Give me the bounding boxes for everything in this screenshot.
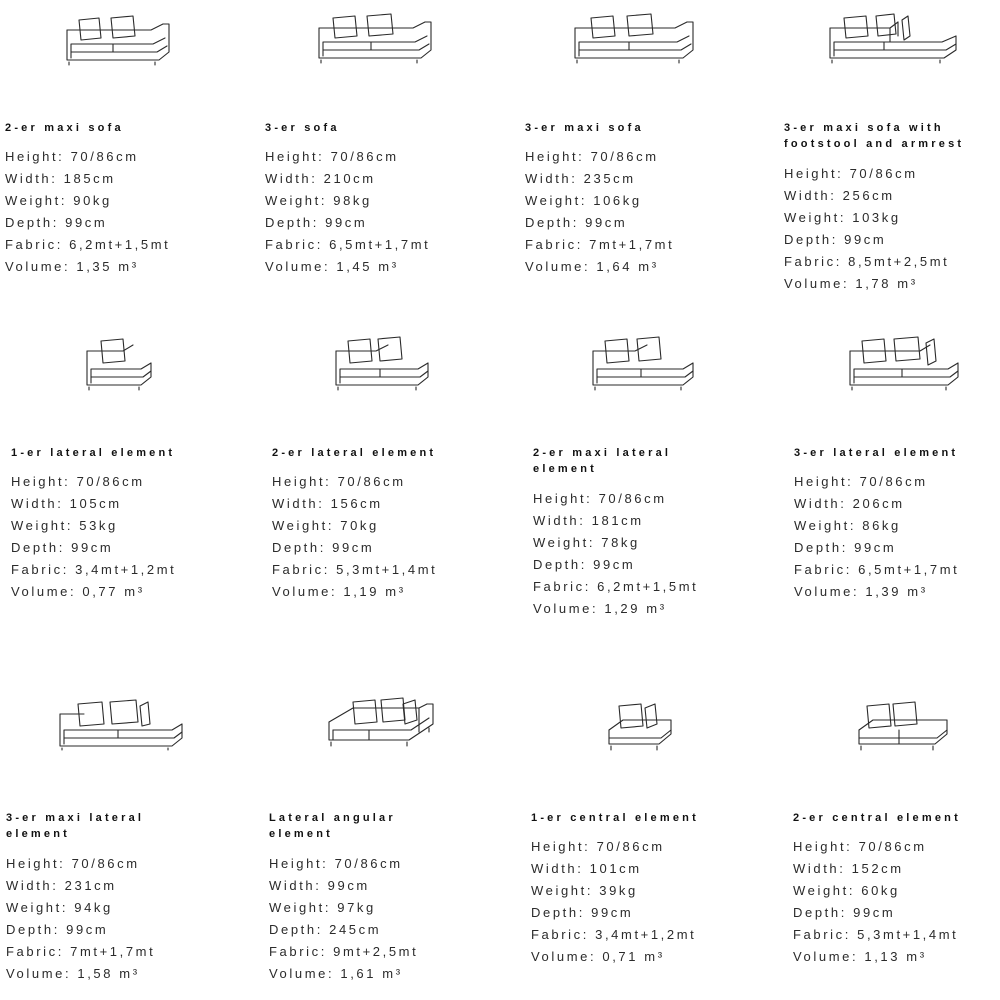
spec-list (11, 471, 176, 603)
spec-depth: Depth: 99cm (793, 905, 896, 920)
spec-fabric: Fabric: 6,2mt+1,5mt (5, 237, 171, 252)
spec-volume: Volume: 1,19 m³ (272, 584, 406, 599)
spec-volume: Volume: 1,78 m³ (784, 276, 918, 291)
spec-fabric: Fabric: 6,2mt+1,5mt (533, 579, 699, 594)
spec-list (6, 853, 155, 985)
spec-weight: Weight: 78kg (533, 535, 640, 550)
product-card (269, 690, 509, 990)
spec-list (531, 836, 696, 968)
spec-depth: Depth: 99cm (5, 215, 108, 230)
spec-list (525, 146, 674, 278)
spec-depth: Depth: 99cm (784, 232, 887, 247)
spec-weight: Weight: 70kg (272, 518, 379, 533)
spec-depth: Depth: 245cm (269, 922, 382, 937)
three-seat-maxi-sofa-icon (571, 8, 697, 66)
spec-weight: Weight: 98kg (265, 193, 372, 208)
product-card (784, 0, 999, 300)
spec-weight: Weight: 86kg (794, 518, 901, 533)
product-name: 2-er central element (793, 812, 961, 824)
product-name: 2-er maxi sofa (5, 122, 124, 134)
spec-depth: Depth: 99cm (531, 905, 634, 920)
spec-depth: Depth: 99cm (272, 540, 375, 555)
product-card (5, 0, 245, 300)
product-name: 1-er lateral element (11, 447, 176, 459)
spec-fabric: Fabric: 3,4mt+1,2mt (11, 562, 177, 577)
product-name: 3-er lateral element (794, 447, 959, 459)
spec-volume: Volume: 1,64 m³ (525, 259, 659, 274)
product-name: 3-er maxi sofa with footstool and armrest (784, 122, 965, 150)
three-seat-lateral-element-icon (846, 331, 964, 391)
spec-depth: Depth: 99cm (794, 540, 897, 555)
spec-width: Width: 206cm (794, 496, 905, 511)
spec-height: Height: 70/86cm (793, 839, 927, 854)
spec-height: Height: 70/86cm (269, 856, 403, 871)
spec-height: Height: 70/86cm (525, 149, 659, 164)
spec-fabric: Fabric: 5,3mt+1,4mt (272, 562, 438, 577)
spec-width: Width: 156cm (272, 496, 383, 511)
one-seat-central-element-icon (605, 696, 677, 754)
spec-volume: Volume: 0,77 m³ (11, 584, 145, 599)
spec-weight: Weight: 106kg (525, 193, 642, 208)
spec-depth: Depth: 99cm (525, 215, 628, 230)
spec-height: Height: 70/86cm (794, 474, 928, 489)
maxi-sofa-footstool-icon (826, 8, 962, 66)
two-seat-maxi-sofa-icon (63, 10, 173, 68)
product-card (794, 325, 999, 625)
spec-fabric: Fabric: 6,5mt+1,7mt (794, 562, 960, 577)
spec-list (5, 146, 170, 278)
three-seat-sofa-icon (315, 8, 435, 66)
spec-list (272, 471, 437, 603)
spec-height: Height: 70/86cm (11, 474, 145, 489)
spec-height: Height: 70/86cm (784, 166, 918, 181)
product-card (793, 690, 999, 990)
spec-weight: Weight: 53kg (11, 518, 118, 533)
spec-list (265, 146, 430, 278)
spec-list (784, 163, 949, 295)
spec-weight: Weight: 60kg (793, 883, 900, 898)
spec-height: Height: 70/86cm (272, 474, 406, 489)
spec-fabric: Fabric: 9mt+2,5mt (269, 944, 419, 959)
product-card (531, 690, 771, 990)
product-name: 2-er lateral element (272, 447, 437, 459)
spec-depth: Depth: 99cm (265, 215, 368, 230)
product-name: 3-er maxi sofa (525, 122, 644, 134)
spec-volume: Volume: 1,58 m³ (6, 966, 140, 981)
spec-width: Width: 185cm (5, 171, 116, 186)
spec-width: Width: 231cm (6, 878, 117, 893)
spec-width: Width: 181cm (533, 513, 644, 528)
lateral-angular-element-icon (323, 690, 441, 754)
product-card (265, 0, 505, 300)
spec-volume: Volume: 1,45 m³ (265, 259, 399, 274)
spec-fabric: Fabric: 6,5mt+1,7mt (265, 237, 431, 252)
spec-fabric: Fabric: 5,3mt+1,4mt (793, 927, 959, 942)
spec-width: Width: 101cm (531, 861, 642, 876)
spec-weight: Weight: 103kg (784, 210, 901, 225)
spec-volume: Volume: 1,29 m³ (533, 601, 667, 616)
spec-fabric: Fabric: 8,5mt+2,5mt (784, 254, 950, 269)
product-card (11, 325, 251, 625)
spec-height: Height: 70/86cm (265, 149, 399, 164)
spec-width: Width: 152cm (793, 861, 904, 876)
spec-fabric: Fabric: 7mt+1,7mt (6, 944, 156, 959)
product-card (525, 0, 765, 300)
product-name: 3-er maxi lateral element (6, 812, 145, 840)
spec-volume: Volume: 1,61 m³ (269, 966, 403, 981)
spec-width: Width: 105cm (11, 496, 122, 511)
spec-depth: Depth: 99cm (6, 922, 109, 937)
product-card (272, 325, 512, 625)
spec-height: Height: 70/86cm (5, 149, 139, 164)
two-seat-lateral-element-icon (332, 331, 436, 391)
spec-height: Height: 70/86cm (531, 839, 665, 854)
spec-list (794, 471, 959, 603)
spec-height: Height: 70/86cm (6, 856, 140, 871)
product-name: 1-er central element (531, 812, 699, 824)
product-card (6, 690, 246, 990)
spec-weight: Weight: 39kg (531, 883, 638, 898)
spec-width: Width: 210cm (265, 171, 376, 186)
spec-list (793, 836, 958, 968)
one-seat-lateral-element-icon (83, 331, 163, 391)
spec-volume: Volume: 1,35 m³ (5, 259, 139, 274)
spec-weight: Weight: 90kg (5, 193, 112, 208)
spec-width: Width: 235cm (525, 171, 636, 186)
spec-volume: Volume: 0,71 m³ (531, 949, 665, 964)
product-name: Lateral angular element (269, 812, 396, 840)
two-seat-central-element-icon (855, 696, 953, 754)
spec-weight: Weight: 94kg (6, 900, 113, 915)
product-name: 3-er sofa (265, 122, 340, 134)
spec-weight: Weight: 97kg (269, 900, 376, 915)
two-seat-maxi-lateral-element-icon (589, 331, 701, 391)
spec-volume: Volume: 1,13 m³ (793, 949, 927, 964)
spec-fabric: Fabric: 7mt+1,7mt (525, 237, 675, 252)
product-card (533, 325, 773, 625)
spec-width: Width: 99cm (269, 878, 370, 893)
spec-list (533, 488, 698, 620)
spec-depth: Depth: 99cm (533, 557, 636, 572)
product-name: 2-er maxi lateral element (533, 447, 672, 475)
spec-height: Height: 70/86cm (533, 491, 667, 506)
spec-width: Width: 256cm (784, 188, 895, 203)
spec-list (269, 853, 418, 985)
spec-volume: Volume: 1,39 m³ (794, 584, 928, 599)
three-seat-maxi-lateral-element-icon (56, 694, 186, 750)
spec-depth: Depth: 99cm (11, 540, 114, 555)
spec-fabric: Fabric: 3,4mt+1,2mt (531, 927, 697, 942)
